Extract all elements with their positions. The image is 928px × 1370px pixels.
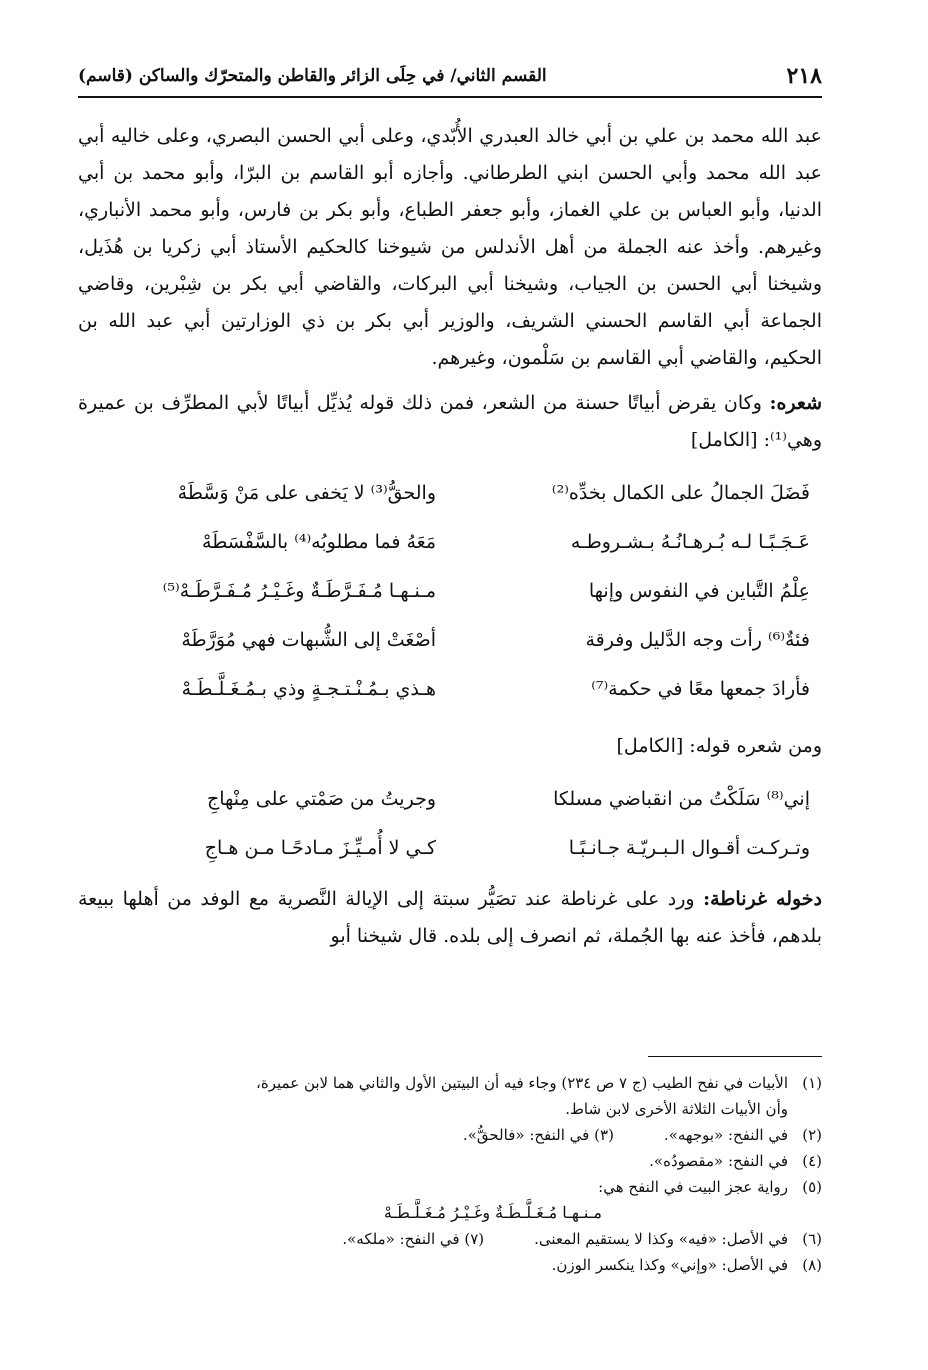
footnote-text: في النفح: «مقصودُه». xyxy=(649,1152,788,1170)
verse-first-hemistich: عَـجَـبًـا لـه بُـرهـانُـهُ بـشـروطـه xyxy=(570,531,810,553)
verse-second-hemistich: مَعَهُ فما مطلوبُه⁽⁴⁾ بالسَّفْسَطَهْ xyxy=(202,531,436,553)
footnote-4 xyxy=(78,1148,822,1174)
footnote-number: (٢) xyxy=(802,1126,822,1144)
footnote-5-verse: مـنـهـا مُـغَـلَّـطَـةٌ وغَـيْـرُ مُـغَـلَّـطَـهْ xyxy=(383,1203,602,1222)
poetry-intro-text: وكان يقرض أبياتًا حسنة من الشعر، فمن ذلك قوله يُذيِّل أبياتًا لأبي المطرِّف بن عميرة وهي⁽¹⁾: [الكامل] xyxy=(78,392,822,451)
footnote-text: في النفح: «ملكه». xyxy=(342,1230,460,1248)
verse xyxy=(78,616,822,665)
footnote-divider xyxy=(648,1056,822,1057)
footnote-1-continuation: وأن الأبيات الثلاثة الأخرى لابن شاط. xyxy=(565,1100,788,1118)
footnote-text: في النفح: «بوجهه». xyxy=(663,1126,788,1144)
running-title: القسم الثاني/ في حِلَى الزائر والقاطن والمتحرّك والساكن (قاسم) xyxy=(78,66,547,86)
verse-second-hemistich: والحقُّ⁽³⁾ لا يَخفى على مَنْ وَسَّطَهْ xyxy=(177,482,436,504)
verse xyxy=(78,567,822,616)
verse xyxy=(78,665,822,714)
verse-first-hemistich: فأرادَ جمعها معًا في حكمة⁽⁷⁾ xyxy=(591,678,810,700)
poem-two-intro: ومن شعره قوله: [الكامل] xyxy=(616,735,822,757)
footnote-number: (٨) xyxy=(802,1256,822,1274)
verse-second-hemistich: أصْغَتْ إلى الشُّبهات فهي مُوَرَّطَهْ xyxy=(181,629,436,651)
footnote-6-7 xyxy=(78,1226,822,1252)
footnote-number: (٣) xyxy=(594,1126,614,1144)
footnote-text: رواية عجز البيت في النفح هي: xyxy=(598,1178,788,1196)
section-lead-poetry: شعره: xyxy=(769,392,822,414)
main-text xyxy=(78,118,822,955)
paragraph-granada xyxy=(78,881,822,955)
footnote-number: (١) xyxy=(802,1074,822,1092)
footnote-1 xyxy=(78,1070,822,1096)
verse-second-hemistich: وجريتُ من صَمْتي على مِنْهاجِ xyxy=(206,788,436,810)
footnote-text: في الأصل: «وإني» وكذا ينكسر الوزن. xyxy=(551,1256,788,1274)
footnotes xyxy=(78,1070,822,1278)
footnote-number: (٦) xyxy=(802,1230,822,1248)
footnote-number: (٤) xyxy=(802,1152,822,1170)
verse-second-hemistich: مـنـهـا مُـفَـرَّطَـةٌ وغَـيْـرُ مُـفَـرَّطَـهْ⁽⁵⁾ xyxy=(162,580,436,602)
verse xyxy=(78,469,822,518)
verse xyxy=(78,775,822,824)
footnote-8 xyxy=(78,1252,822,1278)
verse xyxy=(78,824,822,873)
verse-first-hemistich: وتـركـت أقـوال الـبـريّـة جـانـبًـا xyxy=(568,837,810,859)
footnote-number: (٧) xyxy=(464,1230,485,1248)
footnote-2-3 xyxy=(78,1122,822,1148)
verse-first-hemistich: عِلْمُ التَّباين في النفوس وإنها xyxy=(588,580,810,602)
verse-first-hemistich: إني⁽⁸⁾ سَلَكْتُ من انقباضي مسلكا xyxy=(553,788,810,810)
paragraph-teachers: عبد الله محمد بن علي بن أبي خالد العبدري الأُبّدي، وعلى أبي الحسن البصري، وعلى خاليه أبي عبد الله محمد وأبي الحسن ابني الطرطاني. وأجازه أبو القاسم بن البرّا، وأبو محمد بن أبي الدنيا، وأبو العباس بن علي الغماز، وأبو جعفر الطباع، وأبو بكر بن فارس، وأبو محمد الأنباري، وغيرهم. وأخذ عنه الجملة من أهل الأندلس من شيوخنا كالحكيم الأستاذ أبي زكريا بن هُذَيل، وشيخنا أبي الحسن بن الجياب، وشيخنا أبي البركات، والقاضي أبي بكر بن شِبْرين، وقاضي الجماعة أبي القاسم الحسني الشريف، والوزير أبي بكر بن ذي الوزارتين أبي عبد الله بن الحكيم، والقاضي أبي القاسم بن سَلْمون، وغيرهم. xyxy=(78,125,822,369)
footnote-5 xyxy=(78,1174,822,1200)
poem-two xyxy=(78,775,822,873)
footnote-text: في النفح: «فالحقُّ». xyxy=(462,1126,590,1144)
section-lead-granada: دخوله غرناطة: xyxy=(703,888,823,910)
verse-second-hemistich: هـذي بـمُـنْـتـجـةٍ وذي بـمُـغَـلَّـطَـهْ xyxy=(181,678,436,700)
page-number: ٢١٨ xyxy=(786,63,822,89)
verse-second-hemistich: كـي لا أُمـيِّـزَ مـادحًـا مـن هـاجِ xyxy=(204,837,436,859)
poem-one xyxy=(78,469,822,714)
verse xyxy=(78,518,822,567)
footnote-number: (٥) xyxy=(802,1178,822,1196)
verse-first-hemistich: فَضَلَ الجمالُ على الكمال بخدِّه⁽²⁾ xyxy=(551,482,810,504)
book-page xyxy=(78,56,822,1346)
page-header xyxy=(78,56,822,98)
paragraph-poetry xyxy=(78,385,822,459)
footnote-text: في الأصل: «فيه» وكذا لا يستقيم المعنى. xyxy=(534,1230,788,1248)
footnote-text: الأبيات في نفح الطيب (ج ٧ ص ٢٣٤) وجاء فيه أن البيتين الأول والثاني هما لابن عميرة، xyxy=(256,1074,788,1092)
verse-first-hemistich: فئةٌ⁽⁶⁾ رأت وجه الدَّليل وفرقة xyxy=(585,629,810,651)
granada-text: ورد على غرناطة عند تصَيُّر سبتة إلى الإيالة النَّصرية مع الوفد من أهلها ببيعة بلدهم، فأخذ عنه بها الجُملة، ثم انصرف إلى بلده. قال شيخنا أبو xyxy=(78,888,822,947)
